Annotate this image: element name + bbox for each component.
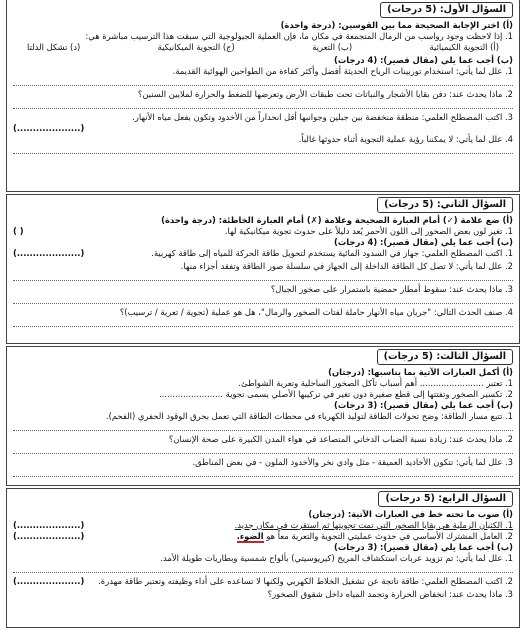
q4-part-b-header: (ب) أجب عما يلي (مقال قصير): (3 درجات) (334, 541, 513, 552)
question-1-section (6, 0, 520, 192)
q4-a2-answer[interactable]: (....................) (13, 530, 85, 541)
answer-line[interactable] (13, 445, 513, 454)
q4-a2-text: 2. العامل المشترك الأساسي في حدوث عمليتي التجوية والتعرية معاً هو (266, 530, 513, 541)
q1-b3: 3. اكتب المصطلح العلمي: منطقة منخفضة بين جبلين وجوانبها أقل انحداراً من الأخدود وتكون بفعل مياه الأنهار. (132, 111, 513, 122)
answer-line[interactable] (13, 564, 513, 573)
question-3-section (6, 346, 520, 486)
q4-b2: 2. اكتب المصطلح العلمي: طاقة ناتجة عن تشغيل الخلاط الكهربي ولكنها لا تساعده على أداء وظيفته وتعتبر طاقة مهدرة. (98, 575, 513, 586)
q3-part-b-header: (ب) أجب عما يلي (مقال قصير): (3 درجات) (334, 399, 513, 410)
answer-line[interactable] (13, 318, 513, 327)
question-3-title: السؤال الثالث: (5 درجات) (377, 349, 513, 365)
q1-b3-answer[interactable]: (....................) (13, 123, 85, 134)
q4-a2-row (13, 531, 513, 541)
answer-line[interactable] (13, 100, 513, 109)
answer-line[interactable] (13, 295, 513, 304)
q4-b2-answer[interactable]: (....................) (13, 575, 85, 586)
q3-b2: 2. ماذا يحدث عند: زيادة نسبة الضباب الدخاني المتصاعد في هواء المدن الكبيرة على صحة الإنسان؟ (168, 433, 513, 444)
q4-b1: 1. علل لما يأتي: تم تزويد عربات استكشاف المريخ (كيريوسيتي) بألواح شمسية وبطاريات طويلة الأمد. (160, 552, 513, 563)
q4-b3: 3. ماذا يحدث عند: انخفاض الحرارة وتجمد المياه داخل شقوق الصخور؟ (267, 588, 513, 599)
q4-a1-answer[interactable]: (....................) (13, 519, 85, 530)
q3-a2[interactable]: 2. تكسير الصخور وتفتتها إلى قطع صغيرة دون تغير في تركيبها الأصلي يسمى تجوية ........................ (159, 388, 513, 399)
q1-b1: 1. علل لما يأتي: استخدام توربينات الرياح الحديثة أفضل وأكثر كفاءة من الطواحين الهوائية القديمة. (172, 65, 513, 76)
q1-part-b-header: (ب) أجب عما يلي (مقال قصير): (4 درجات) (334, 54, 513, 65)
q4-a1: 1. الكثبان الرملية هي بقايا الصخور التي تمت تجويتها ثم استقرت في مكان جديد. (234, 519, 513, 530)
q1-option-d[interactable]: (د) تشكل الدلتا (27, 41, 81, 52)
q1-b2: 2. ماذا يحدث عند: دفن بقايا الأشجار والنباتات تحت طبقات الأرض وتعرضها للضغط والحرارة لملايين السنين؟ (137, 88, 513, 99)
q4-a2-underlined-word: الضوء. (236, 530, 264, 541)
q1-option-c[interactable]: (ج) التجوية الميكانيكية (157, 41, 235, 52)
question-4-section (6, 488, 520, 628)
answer-line[interactable] (13, 468, 513, 477)
q2-b1-row (13, 248, 513, 258)
q2-b1-answer[interactable]: (....................) (13, 247, 85, 258)
q2-part-b-header: (ب) أجب عما يلي (مقال قصير): (4 درجات) (334, 236, 513, 247)
q3-b1: 1. تتبع مسار الطاقة: وضح تحولات الطاقة لتوليد الكهرباء في محطات الطاقة التي تعمل بحرق الوقود الحفري (الفحم). (105, 410, 513, 421)
q3-b3: 3. علل لما يأتي: تتكون الأخاديد العميقة - مثل وادي نخر والأخدود الملون - في بعض المناطق. (192, 456, 513, 467)
question-4-title: السؤال الرابع: (5 درجات) (378, 491, 513, 507)
answer-line[interactable] (13, 422, 513, 431)
q3-a1[interactable]: 1. تعتبر ........................ أهم أسباب تآكل الصخور الساحلية وتعرية الشواطئ. (238, 377, 513, 388)
q1-option-b[interactable]: (ب) التعرية (312, 41, 353, 52)
q4-part-a-header: (أ) صوب ما تحته خط في العبارات الآتية: (درجتان) (308, 508, 513, 519)
q2-part-a-header: (أ) ضع علامة (✓) أمام العبارة الصحيحة وعلامة (✗) أمام العبارة الخاطئة: (درجة واحدة) (161, 214, 513, 225)
q2-b2: 2. علل لما يأتي: لا تصل كل الطاقة الداخلة إلى الجهاز في سلسلة صور الطاقة وتفقد أجزاء منها. (180, 260, 513, 271)
q2-a1: 1. تغير لون بعض الصخور إلى اللون الأحمر يُعد دليلاً على حدوث تجوية ميكانيكية لها. (224, 225, 513, 236)
q1-part-a-header: (أ) اختر الإجابة الصحيحة مما بين القوسين: (درجة واحدة) (280, 19, 513, 30)
q4-a1-row (13, 520, 513, 530)
question-1-title: السؤال الأول: (5 درجات) (380, 2, 513, 18)
q1-options-row (13, 42, 513, 52)
answer-line[interactable] (13, 272, 513, 281)
q1-a1-text: 1. إذا لاحظت وجود رواسب من الرمال المتجمعة في مكان ما، فإن العملية الجيولوجية التي سبقت هذا الترسيب مباشرة هي: (85, 30, 513, 41)
q2-b1: 1. اكتب المصطلح العلمي: جهاز في السدود المائية يستخدم لتحويل طاقة الحركة للمياه إلى طاقة كهربية. (151, 247, 513, 258)
q2-b3: 3. ماذا يحدث عند: سقوط أمطار حمضية باستمرار على صخور الجبال؟ (270, 283, 513, 294)
answer-line[interactable] (13, 145, 513, 154)
q2-b4: 4. صنف الحدث التالي: "جريان مياه الأنهار حاملة لفتات الصخور والرمال"، هل هو عملية (تجوية / تعرية / ترسيب)؟ (119, 306, 513, 317)
q4-b2-row (13, 576, 513, 586)
question-2-title: السؤال الثاني: (5 درجات) (377, 197, 513, 213)
q1-b4: 4. علل لما يأتي: لا يمكننا رؤية عملية التجوية أثناء حدوثها غالباً. (298, 134, 513, 145)
q2-a1-row (13, 226, 513, 236)
question-2-section (6, 194, 520, 344)
q2-a1-answer[interactable]: ( ) (13, 225, 24, 236)
q3-part-a-header: (أ) أكمل العبارات الآتية بما يناسبها: (درجتان) (328, 366, 513, 377)
q1-option-a[interactable]: (أ) التجوية الكيميائية (429, 41, 499, 52)
answer-line[interactable] (13, 77, 513, 86)
